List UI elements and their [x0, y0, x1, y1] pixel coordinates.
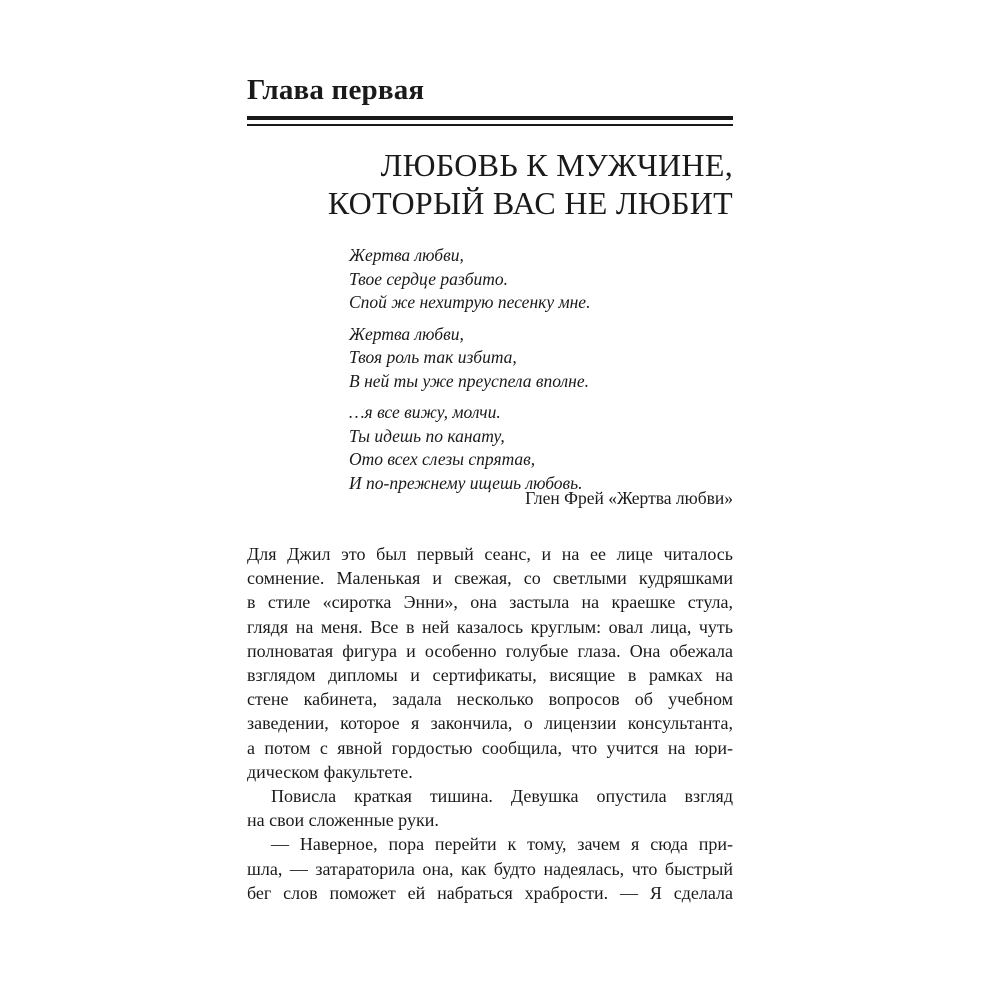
chapter-rule-thick	[247, 116, 733, 120]
chapter-title-line: КОТОРЫЙ ВАС НЕ ЛЮБИТ	[327, 185, 733, 221]
text-line: стене кабинета, задала несколько вопросов об учебном	[247, 689, 733, 710]
text-line: взглядом дипломы и сертификаты, висящие в рамках на	[247, 665, 733, 686]
text-line: в стиле «сиротка Энни», она застыла на краешке стула,	[247, 592, 733, 613]
epigraph	[349, 244, 733, 503]
epigraph-line: Жертва любви,	[349, 245, 464, 265]
paragraph	[247, 832, 733, 905]
chapter-title-line: ЛЮБОВЬ К МУЖЧИНЕ,	[380, 147, 733, 183]
text-line: бег слов поможет ей набраться храбрости. — Я сделала	[247, 882, 733, 903]
epigraph-line: Ото всех слезы спрятав,	[349, 449, 536, 469]
epigraph-stanza	[349, 401, 733, 495]
epigraph-line: И по-прежнему ищешь любовь.	[349, 472, 583, 493]
epigraph-line: Спой же нехитрую песенку мне.	[349, 292, 591, 312]
text-line: полноватая фигура и особенно голубые глаза. Она обежала	[247, 640, 733, 661]
book-page	[247, 0, 733, 1000]
text-line: глядя на меня. Все в ней казалось круглым: овал лица, чуть	[247, 616, 733, 637]
paragraph	[247, 542, 733, 784]
text-line: а потом с явной гордостью сообщила, что учится на юри-	[247, 737, 733, 758]
text-line: Для Джил это был первый сеанс, и на ее лице читалось	[247, 544, 733, 564]
text-line: Повисла краткая тишина. Девушка опустила взгляд	[271, 786, 733, 807]
epigraph-stanza	[349, 323, 733, 394]
epigraph-line: Ты идешь по канату,	[349, 425, 505, 446]
epigraph-stanza	[349, 244, 733, 315]
epigraph-line: Твое сердце разбито.	[349, 268, 509, 289]
chapter-rule-thin	[247, 124, 733, 126]
paragraph	[247, 784, 733, 832]
epigraph-line: …я все вижу, молчи.	[349, 402, 501, 422]
chapter-title	[247, 146, 733, 222]
text-line: заведении, которое я закончила, о лицензии консультанта,	[247, 713, 733, 734]
text-line: дическом факультете.	[247, 761, 413, 782]
text-line: — Наверное, пора перейти к тому, зачем я сюда при-	[271, 834, 733, 855]
text-line: сомнение. Маленькая и свежая, со светлыми кудряшками	[247, 568, 733, 589]
epigraph-line: Твоя роль так избита,	[349, 347, 517, 367]
body-text	[247, 542, 733, 905]
epigraph-line: Жертва любви,	[349, 323, 464, 344]
text-line: шла, — затараторила она, как будто надеялась, что быстрый	[247, 858, 733, 879]
epigraph-attribution: Глен Фрей «Жертва любви»	[525, 488, 733, 508]
chapter-label: Глава первая	[247, 74, 425, 106]
epigraph-line: В ней ты уже преуспела вполне.	[349, 370, 589, 391]
text-line: на свои сложенные руки.	[247, 810, 439, 831]
